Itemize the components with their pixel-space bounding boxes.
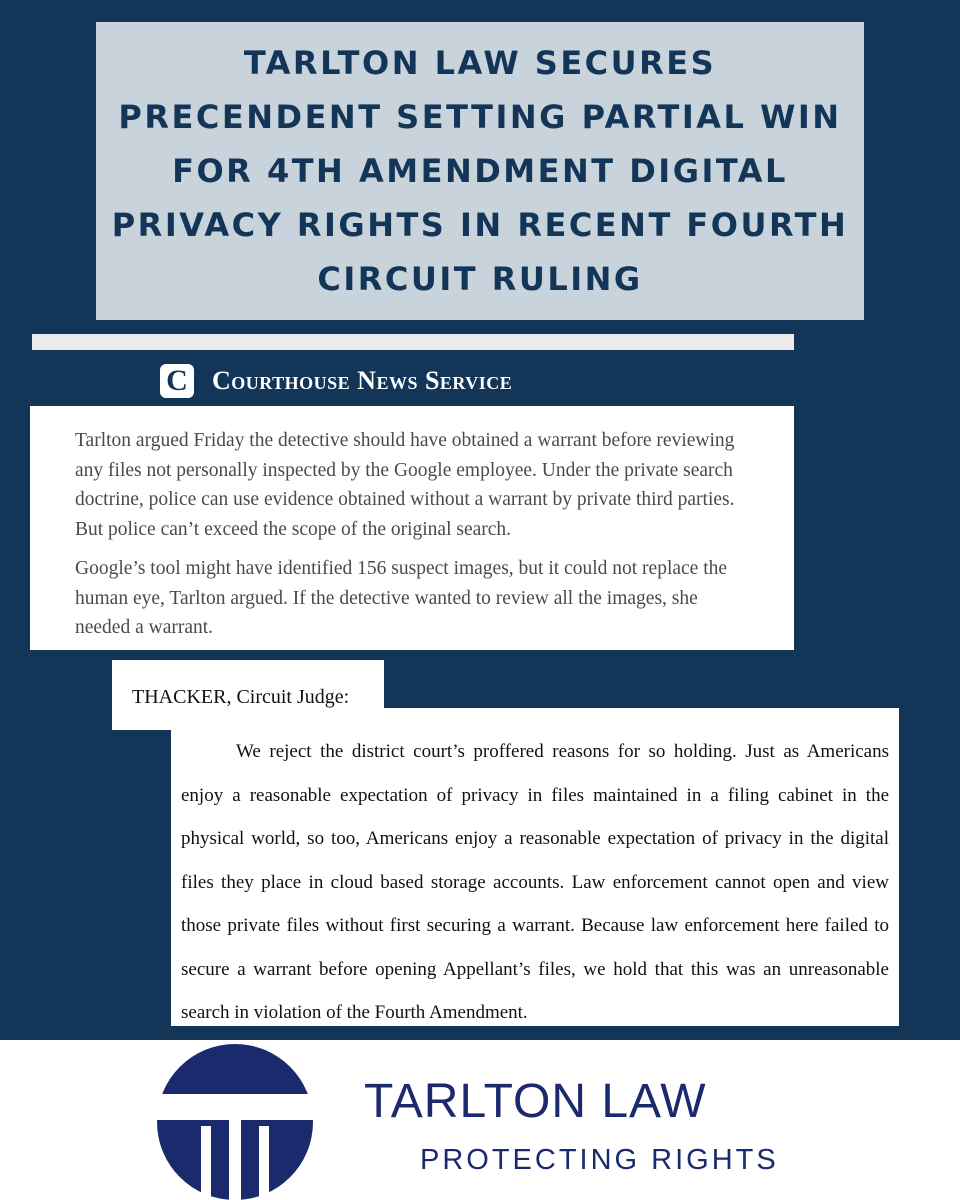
news-excerpt bbox=[30, 406, 794, 650]
source-name: Courthouse News Service bbox=[212, 366, 513, 395]
excerpt-paragraph: Tarlton argued Friday the detective should have obtained a warrant before reviewing any files not personally inspected by the Google employee. Under the private search doctrine, police can use evidence obtained without a warrant by private third parties. But police can’t exceed the scope of the original search. bbox=[75, 430, 735, 540]
brand-name: TARLTON LAW bbox=[364, 1075, 707, 1128]
brand-tagline: PROTECTING RIGHTS bbox=[420, 1144, 779, 1176]
divider-bar bbox=[32, 334, 794, 350]
headline-box bbox=[96, 22, 864, 320]
opinion-excerpt bbox=[171, 708, 899, 1026]
headline: TARLTON LAW SECURES PRECENDENT SETTING PARTIAL WIN FOR 4TH AMENDMENT DIGITAL PRIVACY RIGHTS IN RECENT FOURTH CIRCUIT RULING bbox=[111, 44, 849, 298]
tarlton-law-logo-icon bbox=[157, 1044, 313, 1200]
logo-letter: C bbox=[166, 364, 188, 397]
excerpt-paragraph: Google’s tool might have identified 156 suspect images, but it could not replace the human eye, Tarlton argued. If the detective wanted to review all the images, she needed a warrant. bbox=[75, 558, 728, 638]
courthouse-news-logo-icon bbox=[160, 364, 194, 398]
opinion-text: We reject the district court’s proffered reasons for so holding. Just as Americans enjoy a reasonable expectation of privacy in files maintained in a filing cabinet in the physical world, so too, Americans enjoy a reasonable expectation of privacy in the digital files they place in cloud based storage accounts. Law enforcement cannot open and view those private files without first securing a warrant. Because law enforcement here failed to secure a warrant before opening Appellant’s files, we hold that this was an unreasonable search in violation of the Fourth Amendment. bbox=[181, 741, 889, 1023]
judge-label: THACKER, Circuit Judge: bbox=[112, 660, 384, 730]
footer bbox=[0, 1040, 960, 1200]
